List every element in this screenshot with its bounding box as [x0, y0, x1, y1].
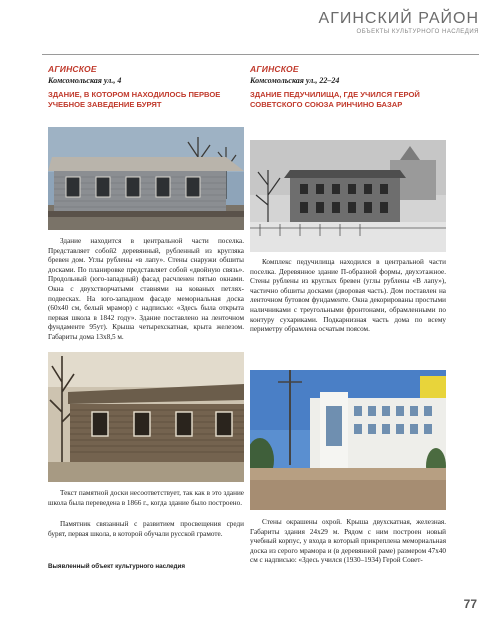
left-locality: АГИНСКОЕ: [48, 64, 97, 74]
left-paragraph-significance: Памятник связанный с развитием просвещения среди бурят, первая школа, в которой обучали русской грамоте.: [48, 520, 244, 538]
left-paragraph-plaque-note: Текст памятной доски несоответствует, так как в это здание школа была переведена в 1866 г., когда здание было построено.: [48, 489, 244, 507]
footnote-status: Выявленный объект культурного наследия: [48, 563, 186, 570]
left-heading: ЗДАНИЕ, В КОТОРОМ НАХОДИЛОСЬ ПЕРВОЕ УЧЕБНОЕ ЗАВЕДЕНИЕ БУРЯТ: [48, 90, 221, 109]
left-article-header: [48, 64, 248, 109]
region-title: АГИНСКИЙ РАЙОН: [318, 10, 479, 27]
school-house-photo: [48, 127, 244, 230]
right-heading: ЗДАНИЕ ПЕДУЧИЛИЩА, ГДЕ УЧИЛСЯ ГЕРОЙ СОВЕТСКОГО СОЮЗА РИНЧИНО БАЗАР: [250, 90, 420, 109]
left-street: Комсомольская ул., 4: [48, 76, 122, 85]
right-paragraph-description: Комплекс педучилища находился в центральной части поселка. Деревянное здание П-образной формы, двухэтажное. Стены рублены из круглых бревен (углы рублены «В лапу»), частично обшиты досками (дворовая часть). Дом поставлен на ленточном бутовом фундаменте. Окна декорированы простыми наличниками с треугольными фронтонами, обрамленными по контуру сухариками. Подкарнизная часть дома по всему периметру обрамлена осчатым поясом.: [250, 258, 446, 334]
right-street: Комсомольская ул., 22–24: [250, 76, 340, 85]
page-header: [319, 10, 479, 35]
header-divider: [42, 54, 479, 55]
region-subtitle: ОБЪЕКТЫ КУЛЬТУРНОГО НАСЛЕДИЯ: [356, 29, 479, 35]
right-article-header: [250, 64, 446, 109]
page-number: 77: [463, 597, 477, 611]
new-academic-building-photo: [250, 370, 446, 510]
right-paragraph-walls: Стены окрашены охрой. Крыша двухскатная, железная. Габариты здания 24х29 м. Рядом с ним построен новый учебный корпус, у входа в который прикреплена мемориальная доска из серого мрамора и (в деревянной раме) размером 47х40 см с надписью: «Здесь учился (1930–1934) Герой Совет-: [250, 518, 446, 565]
right-locality: АГИНСКОЕ: [250, 64, 299, 74]
left-paragraph-description: Здание находится в центральной части поселка. Представляет собой2 деревянный, рубленный из кругляка бревен дом. Углы рублены «в лапу». Стены снаружи обшиты досками. По планировке представляет собой «двойную связь». Продольный (юго-западный) фасад расчленен пятью окнами. Окна с двухстворчатыми ставнями на кованых петлях-подвесках. На юго-западном фасаде мемориальная доска (60х40 см, белый мрамор) с надписью: «Здесь была открыта первая школа в 1842 году». Здание поставлено на ленточном фундаменте 95ут). Крыша четырехскатная, крыта железом. Габариты дома 13х8,5 м.: [48, 237, 244, 341]
old-log-house-photo: [48, 352, 244, 482]
pedagogical-college-photo: [250, 140, 446, 252]
